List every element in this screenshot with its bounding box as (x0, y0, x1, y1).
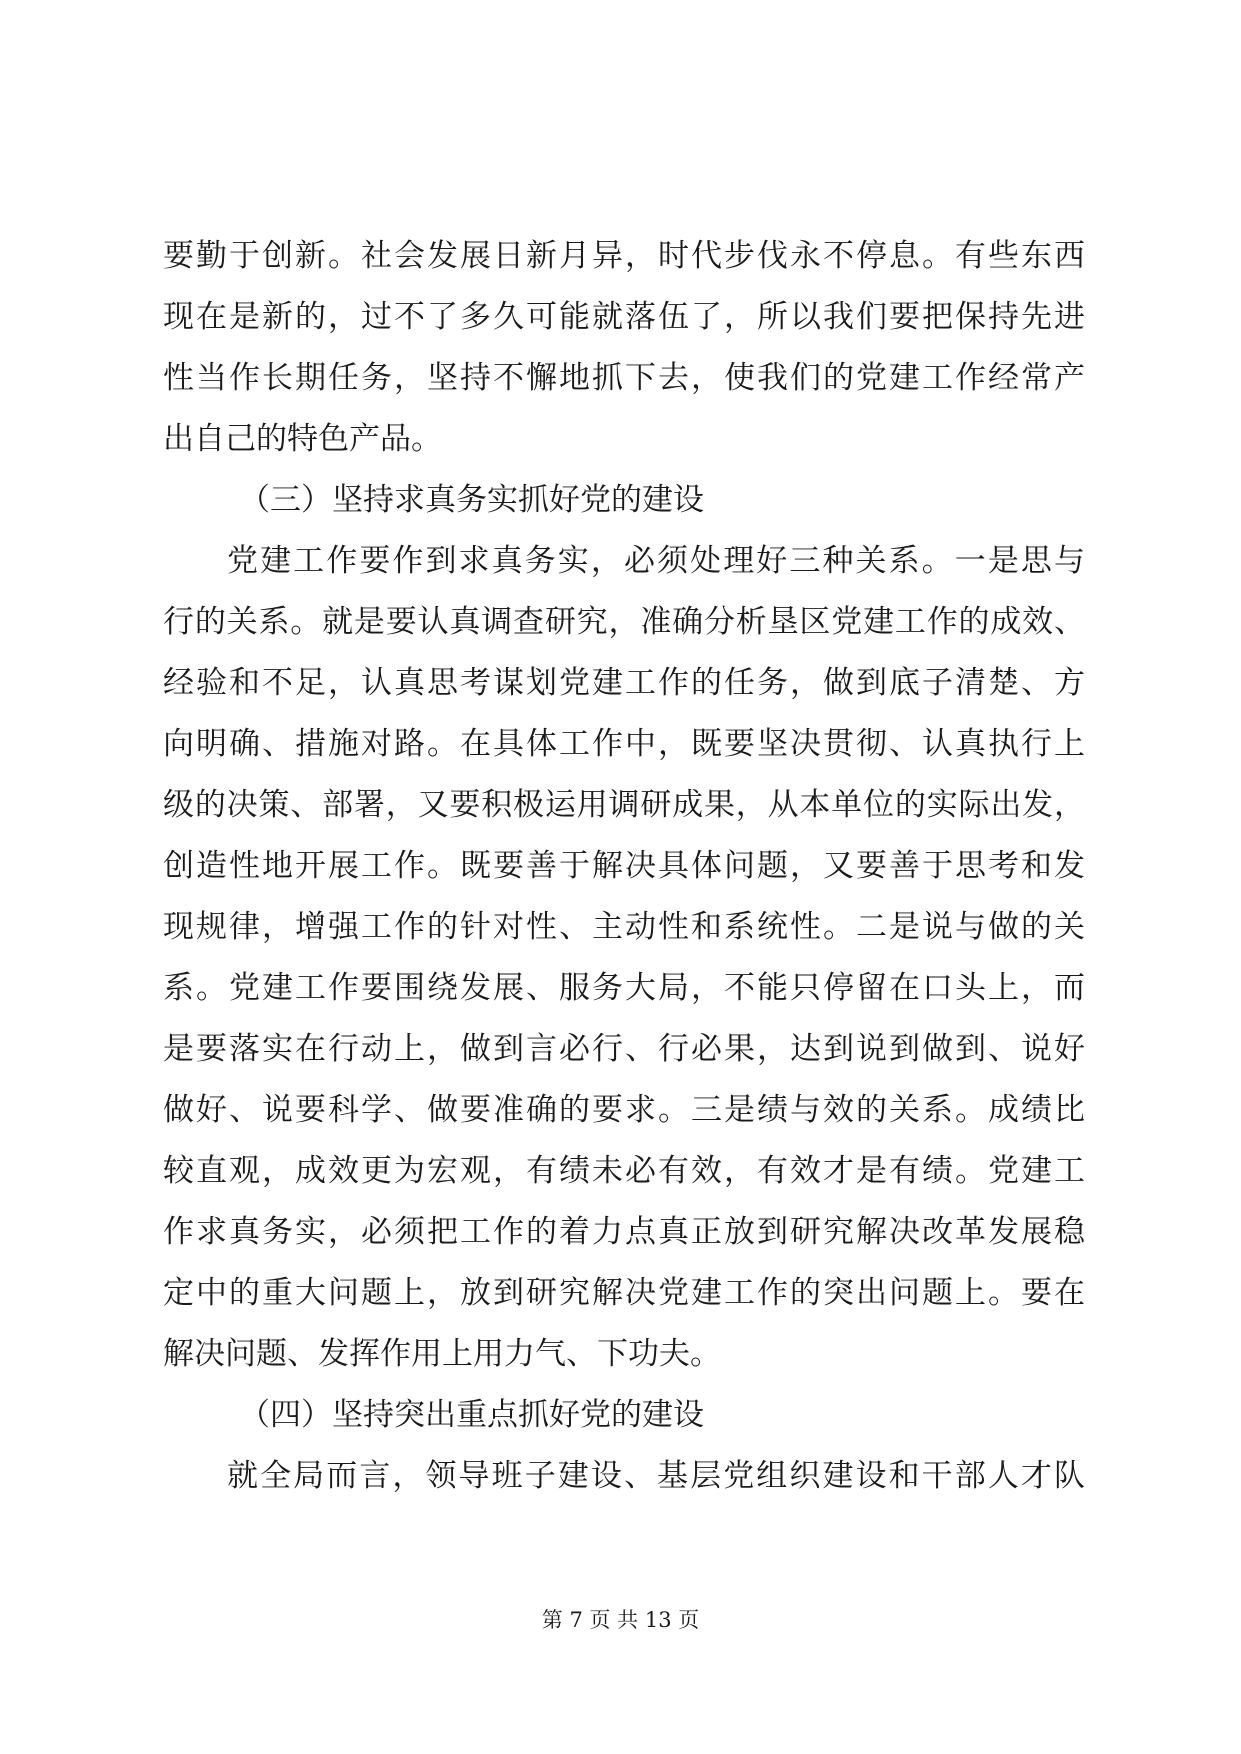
text-line: 行的关系。就是要认真调查研究，准确分析垦区党建工作的成效、 (163, 604, 1085, 640)
section-heading-3: （三）坚持求真务实抓好党的建设 (239, 482, 704, 518)
document-body (163, 226, 1085, 1507)
text-line: 性当作长期任务，坚持不懈地抓下去，使我们的党建工作经常产 (163, 360, 1085, 396)
text-line: 作求真务实，必须把工作的着力点真正放到研究解决改革发展稳 (163, 1214, 1085, 1250)
paragraph-2 (163, 531, 1085, 1385)
text-line: 经验和不足，认真思考谋划党建工作的任务，做到底子清楚、方 (163, 665, 1085, 701)
text-line: 解决问题、发挥作用上用力气、下功夫。 (163, 1336, 721, 1372)
paragraph-1 (163, 226, 1085, 470)
text-line: 级的决策、部署，又要积极运用调研成果，从本单位的实际出发， (163, 787, 1085, 823)
text-line: 是要落实在行动上，做到言必行、行必果，达到说到做到、说好 (163, 1031, 1085, 1067)
text-line: 党建工作要作到求真务实，必须处理好三种关系。一是思与 (227, 543, 1085, 579)
page-number-footer: 第 7 页 共 13 页 (541, 1608, 700, 1632)
paragraph-3 (163, 1446, 1085, 1507)
text-line: 较直观，成效更为宏观，有绩未必有效，有效才是有绩。党建工 (163, 1153, 1085, 1189)
text-line: 现规律，增强工作的针对性、主动性和系统性。二是说与做的关 (163, 909, 1085, 945)
text-line: 定中的重大问题上，放到研究解决党建工作的突出问题上。要在 (163, 1275, 1085, 1311)
text-line: 做好、说要科学、做要准确的要求。三是绩与效的关系。成绩比 (163, 1092, 1085, 1128)
text-line: 系。党建工作要围绕发展、服务大局，不能只停留在口头上，而 (163, 970, 1085, 1006)
text-line: 要勤于创新。社会发展日新月异，时代步伐永不停息。有些东西 (163, 238, 1085, 274)
text-line: 创造性地开展工作。既要善于解决具体问题，又要善于思考和发 (163, 848, 1085, 884)
text-line: 就全局而言，领导班子建设、基层党组织建设和干部人才队 (227, 1458, 1085, 1494)
text-line: 现在是新的，过不了多久可能就落伍了，所以我们要把保持先进 (163, 299, 1085, 335)
section-heading-4: （四）坚持突出重点抓好党的建设 (239, 1397, 704, 1433)
text-line: 向明确、措施对路。在具体工作中，既要坚决贯彻、认真执行上 (163, 726, 1085, 762)
text-line: 出自己的特色产品。 (163, 421, 442, 457)
